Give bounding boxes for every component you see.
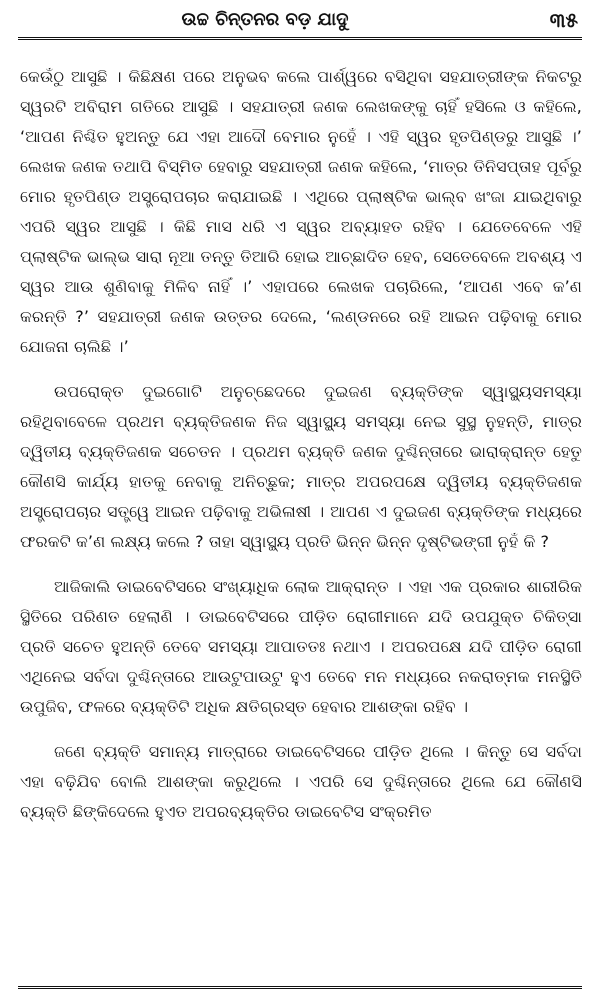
page-header (18, 4, 582, 38)
paragraph-2: ଉପରୋକ୍ତ ଦୁଇଗୋଟି ଅନୁଚ୍ଛେଦରେ ଦୁଇଜଣ ବ୍ୟକ୍ତିଙ୍କ ସ୍ୱାସ୍ଥ୍ୟସମସ୍ୟା ରହିଥିବାବେଳେ ପ୍ରଥମ ବ୍ୟକ୍ତିଜଣକ ନିଜ ସ୍ୱାସ୍ଥ୍ୟ ସମସ୍ୟା ନେଇ ସୁସ୍ଥ ନୁହନ୍ତି, ମାତ୍ର ଦ୍ୱିତୀୟ ବ୍ୟକ୍ତିଜଣକ ସଚେତନ । ପ୍ରଥମ ବ୍ୟକ୍ତି ଜଣକ ଦୁଶ୍ଚିନ୍ତାରେ ଭାରାକ୍ରାନ୍ତ ହେତୁ କୌଣସି କାର୍ଯ୍ୟ ହାତକୁ ନେବାକୁ ଅନିଚ୍ଛୁକ; ମାତ୍ର ଅପରପକ୍ଷେ ଦ୍ୱିତୀୟ ବ୍ୟକ୍ତିଜଣକ ଅସ୍ତ୍ରୋପଚାର ସତ୍ତ୍ୱେ ଆଇନ ପଢ଼ିବାକୁ ଅଭିଳାଷୀ । ଆପଣ ଏ ଦୁଇଜଣ ବ୍ୟକ୍ତିଙ୍କ ମଧ୍ୟରେ ଫରକଟି କ’ଣ ଲକ୍ଷ୍ୟ କଲେ ? ତାହା ସ୍ୱାସ୍ଥ୍ୟ ପ୍ରତି ଭିନ୍ନ ଭିନ୍ନ ଦୃଷ୍ଟିଭଙ୍ଗୀ ନୁହଁ କି ? (20, 382, 582, 551)
page-content (20, 62, 582, 957)
running-title: ଉଚ୍ଚ ଚିନ୍ତନର ବଡ଼ ଯାଦୁ (181, 9, 349, 30)
footer-divider (18, 986, 582, 989)
paragraph-1: କେଉଁଠୁ ଆସୁଛି । କିଛିକ୍ଷଣ ପରେ ଅନୁଭବ କଲେ ପାର୍ଶ୍ୱରେ ବସିଥିବା ସହଯାତ୍ରୀଙ୍କ ନିକଟରୁ ସ୍ୱରଟି ଅବିରାମ ଗତିରେ ଆସୁଛି । ସହଯାତ୍ରୀ ଜଣକ ଲେଖକଙ୍କୁ ଚାହିଁ ହସିଲେ ଓ କହିଲେ, ‘ଆପଣ ନିଶ୍ଚିତ ହୁଅନ୍ତୁ ଯେ ଏହା ଆଦୌ ବେମାର ନୁହେଁ । ଏହି ସ୍ୱର ହୃତପିଣ୍ଡରୁ ଆସୁଛି ।’ ଲେଖକ ଜଣକ ତଥାପି ବିସ୍ମିତ ହେବାରୁ ସହଯାତ୍ରୀ ଜଣକ କହିଲେ, ‘ମାତ୍ର ତିନିସପ୍ତାହ ପୂର୍ବରୁ ମୋର ହୃତପିଣ୍ଡ ଅସ୍ତ୍ରୋପଚାର କରାଯାଇଛି । ଏଥିରେ ପ୍ଲାଷ୍ଟିକ ଭାଲ୍‌ବ ଖଂଜା ଯାଇଥିବାରୁ ଏପରି ସ୍ୱର ଆସୁଛି । କିଛି ମାସ ଧରି ଏ ସ୍ୱର ଅବ୍ୟାହତ ରହିବ । ଯେତେବେଳେ ଏହି ପ୍ଲାଷ୍ଟିକ ଭାଲ୍‌ଭ ସାରା ନୂଆ ତନ୍ତୁ ତିଆରି ହୋଇ ଆଚ୍ଛାଦିତ ହେବ, ସେତେବେଳେ ଅବଶ୍ୟ ଏ ସ୍ୱର ଆଉ ଶୁଣିବାକୁ ମିଳିବ ନାହିଁ ।’ ଏହାପରେ ଲେଖକ ପଚାରିଲେ, ‘ଆପଣ ଏବେ କ’ଣ କରନ୍ତି ?’ ସହଯାତ୍ରୀ ଜଣକ ଉତ୍ତର ଦେଲେ, ‘ଲଣ୍ଡନରେ ରହି ଆଇନ ପଢ଼ିବାକୁ ମୋର ଯୋଜନା ଚାଲିଛି ।’ (20, 67, 582, 356)
page-number: ୩୫ (549, 8, 578, 32)
header-divider (18, 37, 582, 40)
paragraph-4: ଜଣେ ବ୍ୟକ୍ତି ସମାନ୍ୟ ମାତ୍ରାରେ ଡାଇବେଟିସରେ ପୀଡ଼ିତ ଥିଲେ । କିନ୍ତୁ ସେ ସର୍ବଦା ଏହା ବଢ଼ିଯିବ ବୋଲି ଆଶଙ୍କା କରୁଥିଲେ । ଏପରି ସେ ଦୁଶ୍ଚିନ୍ତାରେ ଥିଲେ ଯେ କୌଣସି ବ୍ୟକ୍ତି ଛିଙ୍କିଦେଲେ ହୁଏତ ଅପରବ୍ୟକ୍ତିର ଡାଇବେଟିସ ସଂକ୍ରମିତ (20, 742, 582, 821)
paragraph-3: ଆଜିକାଲି ଡାଇବେଟିସରେ ସଂଖ୍ୟାଧିକ ଲୋକ ଆକ୍ରାନ୍ତ । ଏହା ଏକ ପ୍ରକାର ଶାରୀରିକ ସ୍ଥିତିରେ ପରିଣତ ହେଲାଣି । ଡାଇବେଟିସରେ ପୀଡ଼ିତ ରୋଗୀମାନେ ଯଦି ଉପଯୁକ୍ତ ଚିକିତ୍ସା ପ୍ରତି ସଚେତ ହୁଅନ୍ତି ତେବେ ସମସ୍ୟା ଆପାତତଃ ନଥାଏ । ଅପରପକ୍ଷେ ଯଦି ପୀଡ଼ିତ ରୋଗୀ ଏଥିନେଇ ସର୍ବଦା ଦୁଶ୍ଚିନ୍ତାରେ ଆଉଟୁପାଉଟୁ ହୁଏ ତେବେ ମନ ମଧ୍ୟରେ ନକରାତ୍ମକ ମନସ୍ଥିତି ଉପୁଜିବ, ଫଳରେ ବ୍ୟକ୍ତିଟି ଅଧିକ କ୍ଷତିଗ୍ରସ୍ତ ହେବାର ଆଶଙ୍କା ରହିବ । (20, 577, 582, 716)
